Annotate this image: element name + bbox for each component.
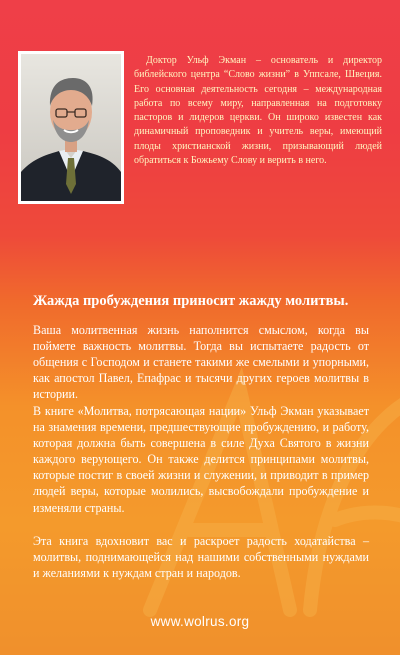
paragraph: Ваша молитвенная жизнь наполнится смыслом, когда вы поймете важность молитвы. Тогда вы испытаете радость от общения с Господом и станете такими же смелыми и упорными, как апостол Павел, Епафрас и тысячи других героев молитвы в истории.: [33, 323, 369, 402]
author-photo: [18, 51, 124, 204]
paragraph: В книге «Молитва, потрясающая нации» Ульф Экман указывает на знамения времени, предшествующие пробуждению, и работу, которая должна быть совершена в силе Духа Святого в жизни каждого верующего. Он также делится принципами молитвы, которые постиг в своей жизни и служении, и приводит в пример людей веры, которые молились, высвобождали пробуждение и изменяли страны.: [33, 404, 369, 515]
paragraph: Эта книга вдохновит вас и раскроет радость ходатайства – молитвы, поднимающейся над нашими собственными нуждами и желаниями к нуждам стран и народов.: [33, 534, 369, 581]
website-url[interactable]: www.wolrus.org: [150, 614, 250, 629]
author-bio: Доктор Ульф Экман – основатель и директор библейского центра “Слово жизни” в Уппсале, Швеция. Его основная деятельность сегодня – международная работа по всему миру, направленная на подготовку пасторов и лидеров церкви. Он широко известен как динамичный проповедник и учитель веры, имеющий плоды христианской жизни, призывающий людей обратиться к Божьему Слову и верить в него.: [134, 55, 382, 167]
headline: Жажда пробуждения приносит жажду молитвы.: [33, 293, 349, 309]
